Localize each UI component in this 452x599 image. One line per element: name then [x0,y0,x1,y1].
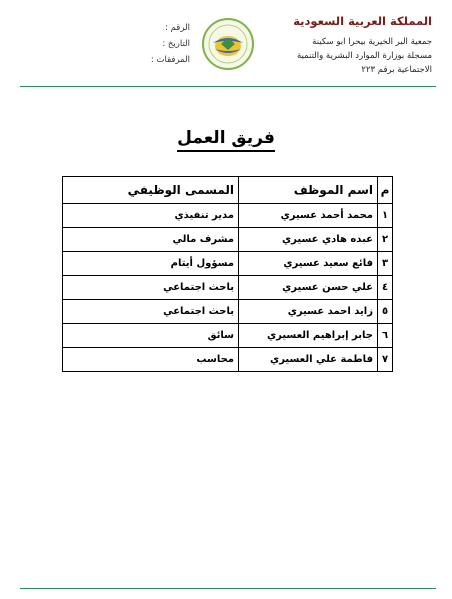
organization-logo-icon [201,17,255,71]
employee-name: فاطمة علي العسيري [239,348,378,372]
job-title: مسؤول أيتام [63,252,239,276]
row-number: ٣ [378,252,393,276]
org-registration-number: الاجتماعية برقم ٢٢٣ [361,65,432,75]
reference-number-label: الرقم : [165,23,190,33]
job-title: سائق [63,324,239,348]
table-row [63,348,393,372]
row-number: ٧ [378,348,393,372]
job-title: مدير تنفيذي [63,204,239,228]
column-header-employee-name: اسم الموظف [239,177,378,204]
table-row [63,276,393,300]
page-title-text: فريق العمل [177,128,275,152]
row-number: ١ [378,204,393,228]
footer-divider [20,588,436,589]
date-label: التاريخ : [162,39,190,49]
row-number: ٢ [378,228,393,252]
job-title: باحث اجتماعي [63,276,239,300]
work-team-table [62,176,393,372]
employee-name: علي حسن عسيري [239,276,378,300]
table-row [63,252,393,276]
header-divider [20,86,436,87]
table-row [63,324,393,348]
employee-name: عبده هادي عسيري [239,228,378,252]
job-title: باحث اجتماعي [63,300,239,324]
employee-name: زايد احمد عسيري [239,300,378,324]
column-header-job-title: المسمى الوظيفي [63,177,239,204]
employee-name: محمد أحمد عسيري [239,204,378,228]
job-title: مشرف مالي [63,228,239,252]
table-header-row [63,177,393,204]
attachments-label: المرفقات : [150,55,190,65]
column-header-number: م [378,177,393,204]
employee-name: فائع سعيد عسيري [239,252,378,276]
page-title [0,128,452,148]
row-number: ٥ [378,300,393,324]
employee-name: جابر إبراهيم العسيري [239,324,378,348]
org-name-line: جمعية البر الخيرية بيحرا ابو سكينة [312,37,432,47]
table-row [63,228,393,252]
org-registration-line: مسجلة بوزارة الموارد البشرية والتنمية [296,51,432,61]
country-name: المملكة العربية السعودية [293,14,432,28]
table-row [63,300,393,324]
row-number: ٤ [378,276,393,300]
table-row [63,204,393,228]
job-title: محاسب [63,348,239,372]
organization-header [262,14,432,77]
document-meta [110,20,190,68]
row-number: ٦ [378,324,393,348]
